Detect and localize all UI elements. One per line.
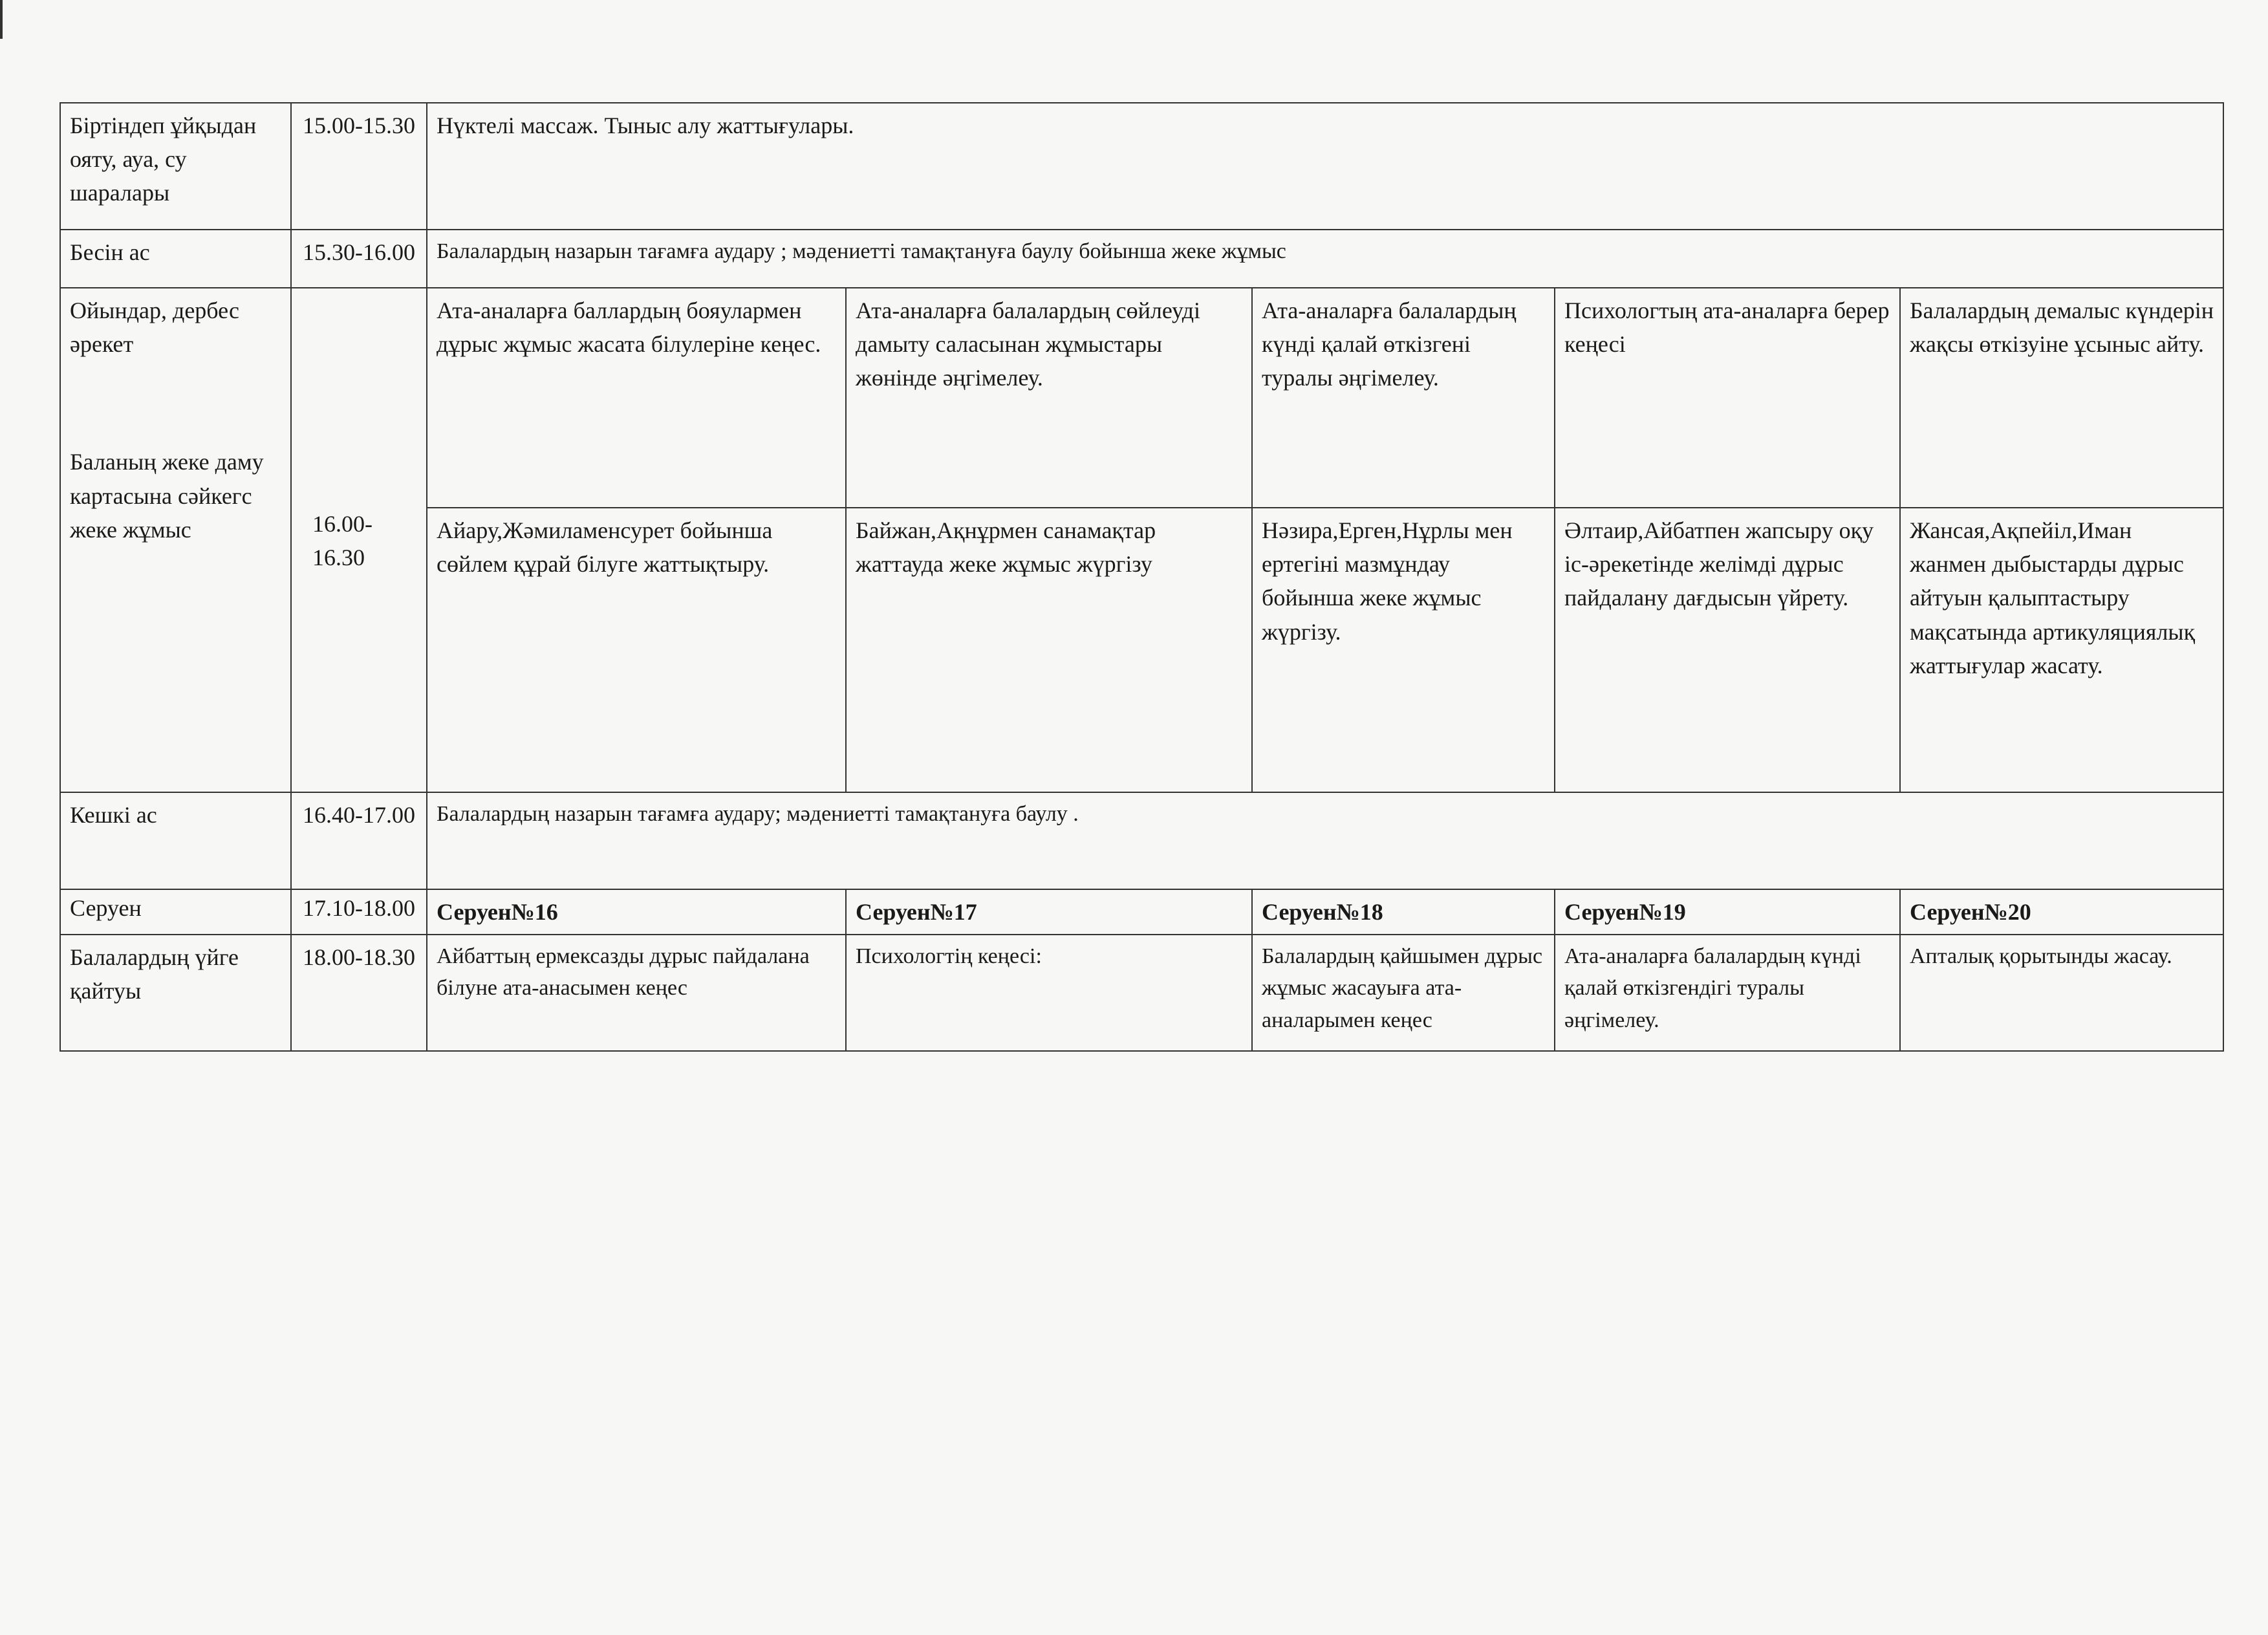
- table-row-snack: [60, 230, 2223, 288]
- individual-cell-4: Әлтаир,Айбатпен жапсыру оқу іс-әрекетінде желімді дұрыс пайдалану дағдысын үйрету.: [1555, 508, 1900, 792]
- scan-edge-mark: [0, 0, 3, 39]
- table-row-parents: [60, 288, 2223, 508]
- games-time: 16.00-16.30: [312, 511, 373, 571]
- walk-cell-19: Серуен№19: [1555, 889, 1900, 935]
- games-label-bottom: Баланың жеке даму картасына сәйкегс жеке жұмыс: [70, 449, 264, 543]
- row-label-wakeup: Біртіндеп ұйқыдан ояту, ауа, су шаралары: [60, 103, 291, 230]
- row-content-wakeup: Нүктелі массаж. Тыныс алу жаттығулары.: [427, 103, 2223, 230]
- individual-cell-5: Жансая,Ақпейіл,Иман жанмен дыбыстарды дұрыс айтуын қалыптастыру мақсатында артикуляциялық жаттығулар жасату.: [1900, 508, 2223, 792]
- row-time-snack: 15.30-16.00: [291, 230, 427, 288]
- walk-cell-17: Серуен№17: [846, 889, 1252, 935]
- row-time-games: [291, 288, 427, 792]
- parents-cell-2: Ата-аналарға балалардың сөйлеуді дамыту саласынан жұмыстары жөнінде әңгімелеу.: [846, 288, 1252, 508]
- row-content-dinner: Балалардың назарын тағамға аудару; мәдениетті тамақтануға баулу .: [427, 792, 2223, 889]
- individual-cell-1: Айару,Жәмиламенсурет бойынша сөйлем құрай білуге жаттықтыру.: [427, 508, 846, 792]
- row-label-dinner: Кешкі ас: [60, 792, 291, 889]
- row-content-snack: Балалардың назарын тағамға аудару ; мәдениетті тамақтануға баулу бойынша жеке жұмыс: [427, 230, 2223, 288]
- row-time-home: 18.00-18.30: [291, 935, 427, 1051]
- table-row-dinner: [60, 792, 2223, 889]
- daily-plan-table: [59, 102, 2224, 1052]
- home-cell-5: Апталық қорытынды жасау.: [1900, 935, 2223, 1051]
- row-time-dinner: 16.40-17.00: [291, 792, 427, 889]
- home-cell-1: Айбаттың ермексазды дұрыс пайдалана білуне ата-анасымен кеңес: [427, 935, 846, 1051]
- parents-cell-3: Ата-аналарға балалардың күнді қалай өткізгені туралы әңгімелеу.: [1252, 288, 1555, 508]
- row-time-walk: 17.10-18.00: [291, 889, 427, 935]
- individual-cell-2: Байжан,Ақнұрмен санамақтар жаттауда жеке жұмыс жүргізу: [846, 508, 1252, 792]
- walk-cell-20: Серуен№20: [1900, 889, 2223, 935]
- games-label-top: Ойындар, дербес әрекет: [70, 298, 240, 358]
- parents-cell-5: Балалардың демалыс күндерін жақсы өткізуіне ұсыныс айту.: [1900, 288, 2223, 508]
- walk-cell-18: Серуен№18: [1252, 889, 1555, 935]
- table-row-wakeup: [60, 103, 2223, 230]
- row-label-snack: Бесін ас: [60, 230, 291, 288]
- row-label-games: [60, 288, 291, 792]
- table-row-walk: [60, 889, 2223, 935]
- home-cell-3: Балалардың қайшымен дұрыс жұмыс жасауыға ата-аналарымен кеңес: [1252, 935, 1555, 1051]
- home-cell-4: Ата-аналарға балалардың күнді қалай өткізгендігі туралы әңгімелеу.: [1555, 935, 1900, 1051]
- individual-cell-3: Нәзира,Ерген,Нұрлы мен ертегіні мазмұндау бойынша жеке жұмыс жүргізу.: [1252, 508, 1555, 792]
- table-row-home: [60, 935, 2223, 1051]
- walk-cell-16: Серуен№16: [427, 889, 846, 935]
- parents-cell-1: Ата-аналарға баллардың бояулармен дұрыс жұмыс жасата білулеріне кеңес.: [427, 288, 846, 508]
- home-cell-2: Психологтің кеңесі:: [846, 935, 1252, 1051]
- row-label-walk: Серуен: [60, 889, 291, 935]
- parents-cell-4: Психологтың ата-аналарға берер кеңесі: [1555, 288, 1900, 508]
- row-time-wakeup: 15.00-15.30: [291, 103, 427, 230]
- row-label-home: Балалардың үйге қайтуы: [60, 935, 291, 1051]
